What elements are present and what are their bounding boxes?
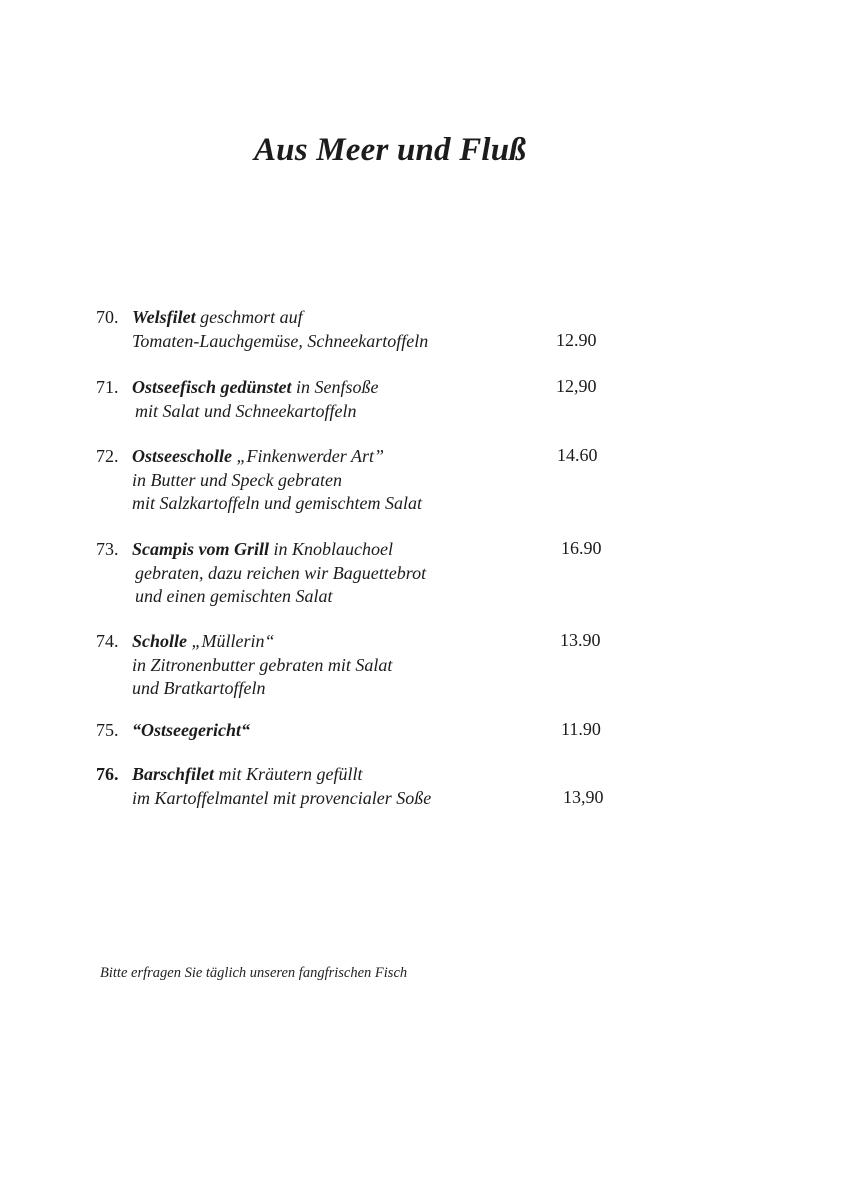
item-description bbox=[132, 376, 572, 423]
item-number: 76. bbox=[96, 764, 119, 784]
item-name: Barschfilet bbox=[132, 764, 215, 784]
item-number: 73. bbox=[96, 539, 119, 559]
item-price: 12.90 bbox=[556, 330, 597, 350]
item-name: Scampis vom Grill bbox=[132, 539, 270, 559]
page-title: Aus Meer und Fluß bbox=[253, 132, 527, 168]
item-name: Ostseefisch gedünstet bbox=[132, 377, 292, 397]
item-desc-line2: gebraten, dazu reichen wir Baguettebrot bbox=[135, 562, 427, 583]
item-number: 74. bbox=[96, 631, 119, 651]
item-description bbox=[132, 306, 572, 353]
item-desc-line1: mit Kräutern gefüllt bbox=[214, 764, 363, 784]
footer-note: Bitte erfragen Sie täglich unseren fangfrischen Fisch bbox=[100, 965, 408, 981]
item-description bbox=[132, 719, 572, 743]
item-price: 13.90 bbox=[560, 630, 601, 650]
item-desc-line1: „Finkenwerder Art” bbox=[231, 446, 384, 466]
item-desc-line2: in Zitronenbutter gebraten mit Salat bbox=[132, 654, 393, 675]
item-price: 12,90 bbox=[556, 376, 597, 396]
item-desc-line1: in Senfsoße bbox=[291, 377, 379, 397]
item-name: Scholle bbox=[132, 631, 188, 651]
item-number: 75. bbox=[96, 720, 119, 740]
item-desc-line1: geschmort auf bbox=[195, 307, 303, 327]
item-name: Ostseescholle bbox=[132, 446, 232, 466]
item-description bbox=[132, 538, 572, 609]
item-price: 16.90 bbox=[561, 538, 602, 558]
item-desc-line2: Tomaten-Lauchgemüse, Schneekartoffeln bbox=[132, 330, 429, 351]
item-desc-line1: „Müllerin“ bbox=[187, 631, 275, 651]
item-description bbox=[132, 445, 572, 516]
item-description bbox=[132, 763, 572, 810]
item-desc-line3: und Bratkartoffeln bbox=[132, 678, 266, 698]
item-price: 11.90 bbox=[561, 719, 601, 739]
item-price: 14.60 bbox=[557, 445, 598, 465]
item-number: 72. bbox=[96, 446, 119, 466]
item-desc-line1: in Knoblauchoel bbox=[269, 539, 394, 559]
item-desc-line2: in Butter und Speck gebraten bbox=[132, 469, 342, 490]
item-desc-line3: mit Salzkartoffeln und gemischtem Salat bbox=[132, 493, 422, 513]
item-desc-line2: mit Salat und Schneekartoffeln bbox=[135, 400, 357, 421]
item-desc-line2: im Kartoffelmantel mit provencialer Soße bbox=[132, 787, 432, 808]
item-price: 13,90 bbox=[563, 787, 604, 807]
item-number: 71. bbox=[96, 377, 119, 397]
item-name: “Ostseegericht“ bbox=[132, 720, 250, 740]
item-name: Welsfilet bbox=[132, 307, 196, 327]
item-description bbox=[132, 630, 572, 701]
item-desc-line3: und einen gemischten Salat bbox=[135, 586, 333, 606]
item-number: 70. bbox=[96, 307, 119, 327]
